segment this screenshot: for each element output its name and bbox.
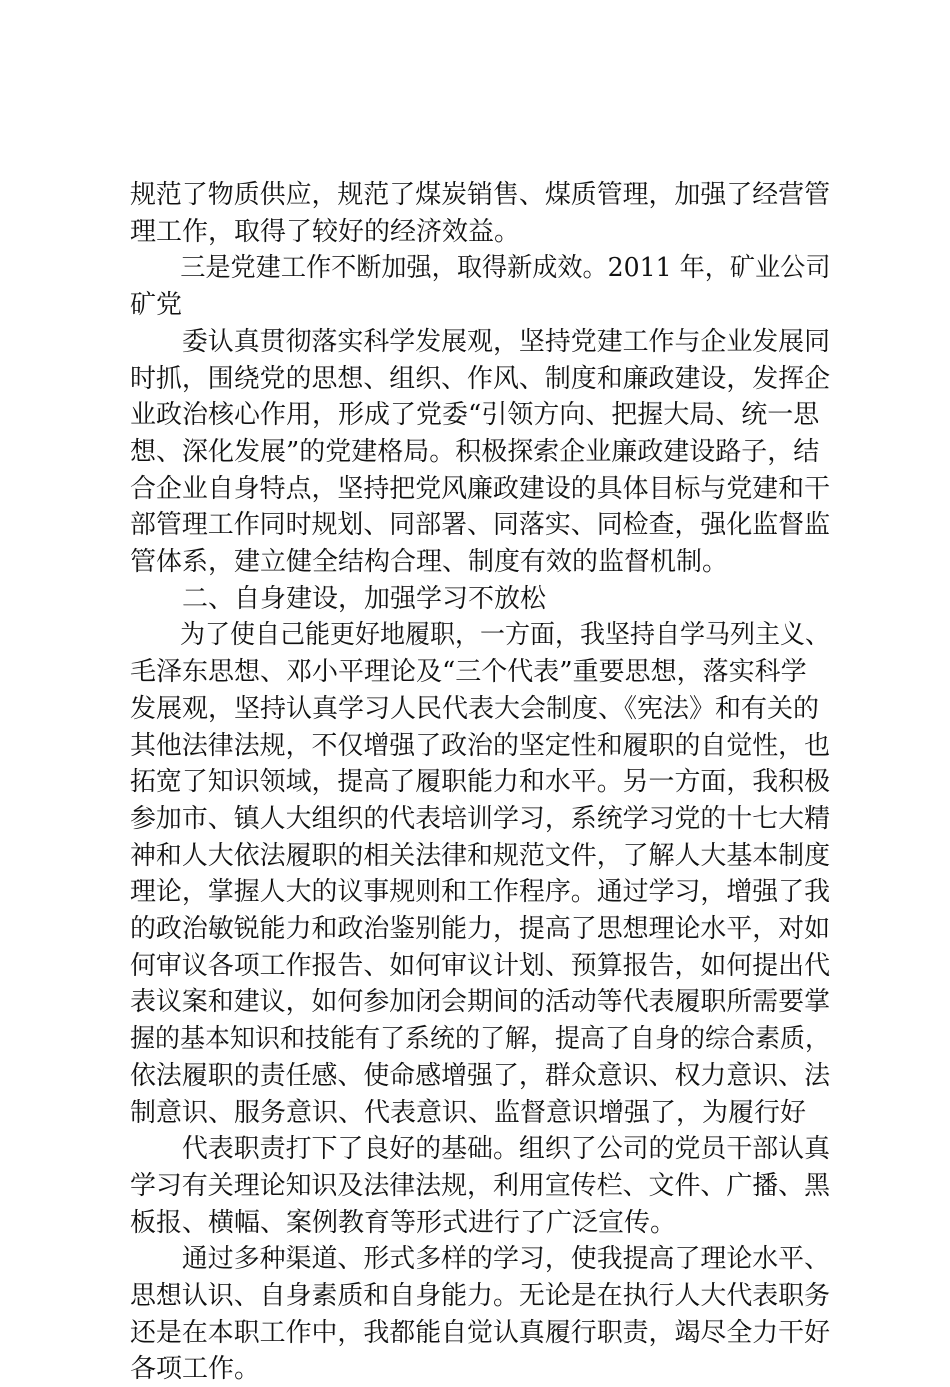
text-line: 合企业自身特点，坚持把党风廉政建设的具体目标与党建和干: [130, 473, 831, 504]
text-line: 制意识、服务意识、代表意识、监督意识增强了，为履行好: [130, 1097, 807, 1128]
text-line: 其他法律法规，不仅增强了政治的坚定性和履职的自觉性，也: [130, 730, 831, 761]
text-line: 二、自身建设，加强学习不放松: [130, 583, 547, 614]
text-line: 时抓，围绕党的思想、组织、作风、制度和廉政建设，发挥企: [130, 363, 831, 394]
text-line: 矿党: [130, 290, 183, 321]
text-line: 想、深化发展”的党建格局。积极探索企业廉政建设路子，结: [130, 436, 820, 467]
text-line: 神和人大依法履职的相关法律和规范文件，了解人大基本制度: [130, 840, 831, 871]
text-line: 拓宽了知识领域，提高了履职能力和水平。另一方面，我积极: [130, 767, 831, 798]
text-line: 依法履职的责任感、使命感增强了，群众意识、权力意识、法: [130, 1060, 831, 1091]
text-line: 发展观，坚持认真学习人民代表大会制度、《宪法》和有关的: [130, 693, 820, 724]
text-line: 各项工作。: [130, 1354, 261, 1385]
text-line: 理论，掌握人大的议事规则和工作程序。通过学习，增强了我: [130, 877, 831, 908]
text-line: 毛泽东思想、邓小平理论及“三个代表”重要思想，落实科学: [130, 657, 807, 688]
text-line: 委认真贯彻落实科学发展观，坚持党建工作与企业发展同: [130, 326, 831, 357]
text-line: 业政治核心作用，形成了党委“引领方向、把握大局、统一思: [130, 400, 820, 431]
text-line: 何审议各项工作报告、如何审议计划、预算报告，如何提出代: [130, 950, 831, 981]
text-line: 通过多种渠道、形式多样的学习，使我提高了理论水平、: [130, 1244, 831, 1275]
text-line: 表议案和建议，如何参加闭会期间的活动等代表履职所需要掌: [130, 987, 831, 1018]
text-line: 三是党建工作不断加强，取得新成效。2011 年，矿业公司: [130, 253, 831, 284]
text-line: 理工作，取得了较好的经济效益。: [130, 216, 521, 247]
text-line: 部管理工作同时规划、同部署、同落实、同检查，强化监督监: [130, 510, 831, 541]
text-line: 的政治敏锐能力和政治鉴别能力，提高了思想理论水平，对如: [130, 914, 831, 944]
text-line: 参加市、镇人大组织的代表培训学习，系统学习党的十七大精: [130, 803, 831, 834]
text-line: 为了使自己能更好地履职，一方面，我坚持自学马列主义、: [130, 620, 830, 651]
text-line: 代表职责打下了良好的基础。组织了公司的党员干部认真: [130, 1134, 831, 1165]
text-line: 规范了物质供应，规范了煤炭销售、煤质管理，加强了经营管: [130, 180, 831, 210]
text-line: 还是在本职工作中，我都能自觉认真履行职责，竭尽全力干好: [130, 1317, 831, 1348]
text-line: 思想认识、自身素质和自身能力。无论是在执行人大代表职务: [130, 1281, 831, 1311]
text-line: 板报、横幅、案例教育等形式进行了广泛宣传。: [130, 1207, 677, 1238]
text-line: 学习有关理论知识及法律法规，利用宣传栏、文件、广播、黑: [130, 1170, 831, 1201]
text-line: 管体系，建立健全结构合理、制度有效的监督机制。: [130, 547, 729, 577]
text-line: 握的基本知识和技能有了系统的了解，提高了自身的综合素质，: [130, 1024, 830, 1055]
